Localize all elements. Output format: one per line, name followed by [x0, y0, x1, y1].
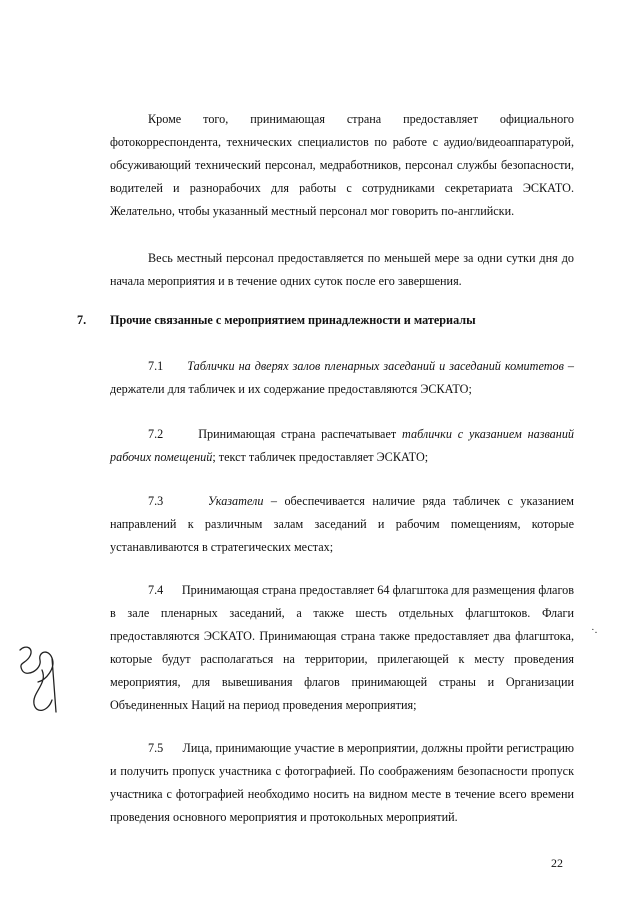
item-text: Лица, принимающие участие в мероприятии, должны пройти регистрацию и получить пропуск участника с фотографией. По соображениям безопасности пропуск участника с фотографией необходимо носить на видном месте в течение всего времени проведения основного мероприятия и протокольных мероприятий.: [110, 741, 574, 824]
paragraph-local-staff: Кроме того, принимающая страна предоставляет официального фотокорреспондента, технических специалистов по работе с аудио/видеоаппаратурой, обсуживающий технический персонал, медработников, персонал службы безопасности, водителей и разнорабочих для работы с сотрудниками секретариата ЭСКАТО. Желательно, чтобы указанный местный персонал мог говорить по-английски.: [110, 112, 574, 218]
margin-mark: ·.: [591, 624, 598, 636]
item-text: Принимающая страна предоставляет 64 флагштока для размещения флагов в зале пленарных заседаний, а также шесть отдельных флагштоков. Флаги предоставляются ЭСКАТО. Принимающая страна также предоставляет два флагштока, которые будут располагаться на территории, прилегающей к месту проведения мероприятия, для вывешивания флагов принимающей страны и Организации Объединенных Наций на период проведения мероприятия;: [110, 583, 574, 712]
item-number: 7.2: [148, 427, 164, 441]
item-7-4: [110, 579, 574, 717]
item-number: 7.4: [148, 583, 164, 597]
item-7-5: [110, 737, 574, 829]
item-italic: таблички с указанием названий рабочих помещений: [110, 427, 575, 464]
item-number: 7.1: [148, 359, 164, 373]
item-lead: Принимающая страна распечатывает: [198, 427, 403, 441]
paragraph-staff-timing: Весь местный персонал предоставляется по меньшей мере за одни сутки дня до начала мероприятия и в течение одних суток после его завершения.: [110, 251, 574, 288]
item-text: – держатели для табличек и их содержание предоставляются ЭСКАТО;: [110, 359, 574, 396]
item-text: ; текст табличек предоставляет ЭСКАТО;: [212, 450, 429, 464]
page-number: 22: [551, 856, 563, 870]
section-heading: [77, 311, 476, 329]
item-7-2: [110, 423, 574, 469]
section-number: 7.: [77, 313, 87, 327]
item-text: – обеспечивается наличие ряда табличек с указанием направлений к различным залам заседаний и рабочим помещениям, которые устанавливаются в стратегических местах;: [110, 494, 575, 554]
handwritten-initials: [12, 640, 67, 720]
section-title: Прочие связанные с мероприятием принадлежности и материалы: [110, 313, 476, 327]
item-7-1: [110, 355, 574, 401]
item-number: 7.3: [148, 494, 164, 508]
item-number: 7.5: [148, 741, 164, 755]
item-italic: Таблички на дверях залов пленарных заседаний и заседаний комитетов: [187, 359, 564, 373]
item-italic: Указатели: [207, 494, 264, 508]
item-7-3: [110, 490, 574, 559]
